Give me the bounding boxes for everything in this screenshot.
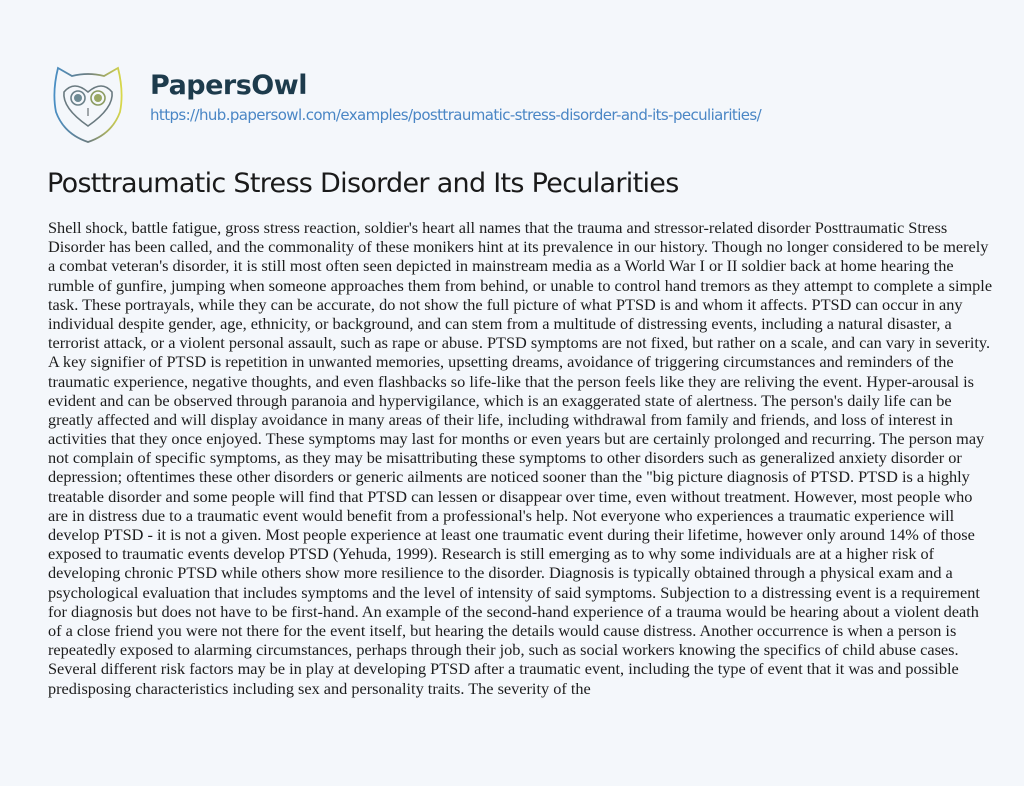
article-text-line: Several different risk factors may be in play at developing PTSD after a traumatic event, including the type of event that it was and possible [48,659,959,679]
article-text-line: psychological evaluation that includes symptoms and the level of intensity of said symptoms. Subjection to a distressing event is a requirement [48,582,980,602]
article-text-line: develop PTSD - it is not a given. Most people experience at least one traumatic event during their lifetime, however only around 14% of those [48,525,975,544]
article-text-line: Disorder has been called, and the commonality of these monikers hint at its prevalence in our history. Though no longer considered to be merely [48,237,989,257]
article-body [48,218,992,698]
article-text-line: are in distress due to a traumatic event would benefit from a professional's help. Not everyone who experiences a traumatic experience will [48,505,955,525]
article-text-line: depression; oftentimes these other disorders or generic ailments are noticed sooner than the "big picture diagnosis of PTSD. PTSD is a highly [48,467,970,487]
brand-name[interactable]: PapersOwl [150,70,307,101]
article-text-line: greatly affected and will display avoidance in many areas of their life, including withdrawal from family and friends, and loss of interest in [48,409,953,429]
article-text-line: a combat veteran's disorder, it is still most often seen depicted in mainstream media as a World War I or II soldier back at home hearing the [48,256,954,276]
owl-logo-icon [50,62,126,146]
article-text-line: exposed to traumatic events develop PTSD (Yehuda, 1999). Research is still emerging as to why some individuals are at a higher risk of [48,544,935,564]
article-text-line: of a close friend you were not there for the event itself, but hearing the details would cause distress. Another occurrence is when a person is [48,620,957,640]
article-text-line: A key signifier of PTSD is repetition in unwanted memories, upsetting dreams, avoidance of triggering circumstances and reminders of the [48,352,954,372]
article-text-line: activities that they once enjoyed. These symptoms may last for months or even years but are certainly prolonged and recurring. The person may [48,429,985,449]
source-url-link[interactable]: https://hub.papersowl.com/examples/posttraumatic-stress-disorder-and-its-peculiarities/ [150,106,762,124]
article-text-line: task. These portrayals, while they can be accurate, do not show the full picture of what PTSD is and whom it affects. PTSD can occur in any [48,294,963,314]
article-text-line: predisposing characteristics including sex and personality traits. The severity of the [48,678,591,698]
article-text-line: not complain of specific symptoms, as they may be misattributing these symptoms to other disorders such as generalized anxiety disorder or [48,448,962,468]
article-text-line: individual despite gender, age, ethnicity, or background, and can stem from a multitude of distressing events, including a natural disaster, a [48,313,952,333]
article-text-line: treatable disorder and some people will find that PTSD can lessen or disappear over time, even without treatment. However, most people who [48,486,973,506]
article-text-line: rumble of gunfire, jumping when someone approaches them from behind, or unable to control hand tremors as they attempt to complete a simple [48,275,993,295]
page-title: Posttraumatic Stress Disorder and Its Pecularities [47,168,679,199]
article-text-line: evident and can be observed through paranoia and hypervigilance, which is an exaggerated state of alertness. The person's daily life can be [48,390,952,410]
article-text-line: terrorist attack, or a violent personal assault, such as rape or abuse. PTSD symptoms are not fixed, but rather on a scale, and can vary in severity. [48,333,991,353]
article-text-line: Shell shock, battle fatigue, gross stress reaction, soldier's heart all names that the trauma and stressor-related disorder Posttraumatic Stress [48,218,948,237]
article-text-line: repeatedly exposed to alarming circumstances, perhaps through their job, such as social workers knowing the specifics of child abuse cases. [48,640,959,660]
article-text-line: developing chronic PTSD while others show more resilience to the disorder. Diagnosis is typically obtained through a physical exam and a [48,563,953,583]
article-text-line: for diagnosis but does not have to be first-hand. An example of the second-hand experience of a trauma would be hearing about a violent death [48,601,979,621]
article-text-line: traumatic experience, negative thoughts, and even flashbacks so life-like that the person feels like they are reliving the event. Hyper-arousal is [48,371,975,391]
